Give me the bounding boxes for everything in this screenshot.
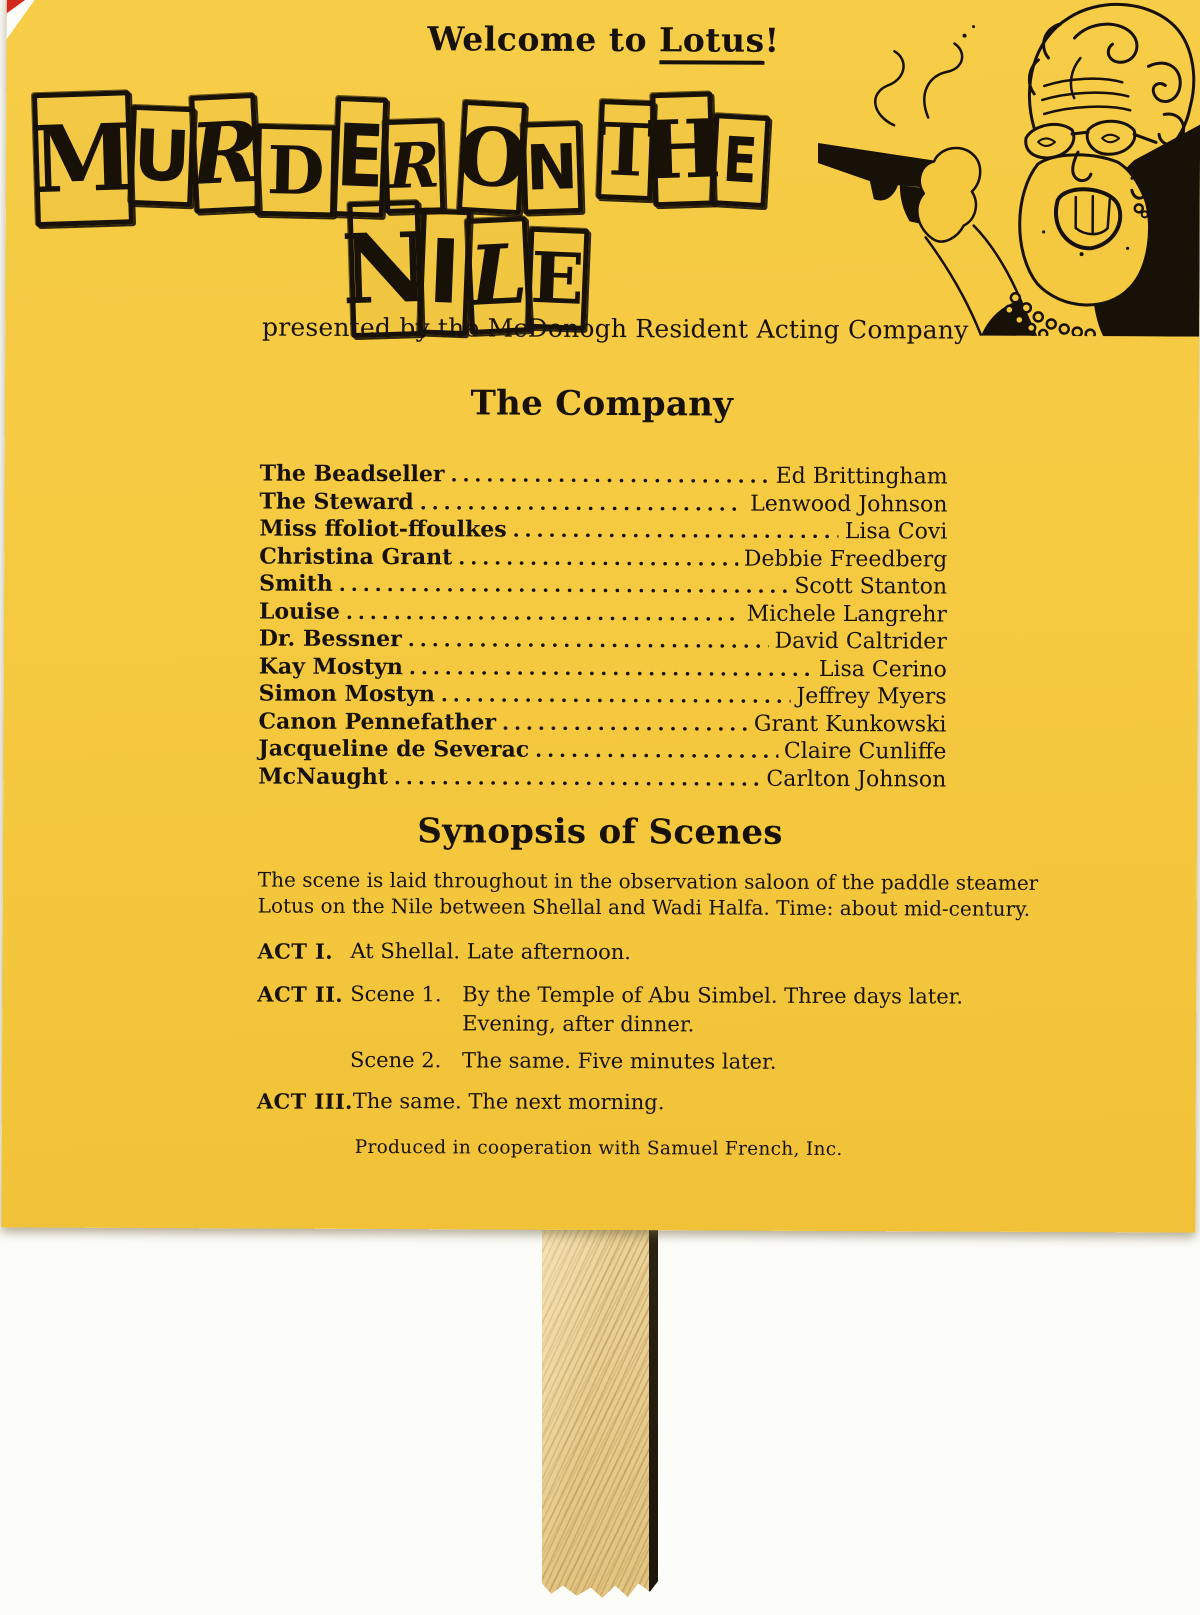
cast-leader-dots	[441, 683, 791, 708]
ransom-letter: D	[266, 131, 326, 211]
act-row	[257, 1087, 997, 1119]
cast-actor: Lisa Covi	[844, 519, 948, 545]
act-description-line: At Shellal. Late afternoon.	[350, 938, 632, 965]
ransom-letter: L	[467, 226, 530, 325]
cast-actor: Claire Cunliffe	[783, 738, 947, 765]
act-description	[462, 980, 997, 1040]
act-label: ACT I.	[257, 938, 334, 964]
acts-list	[257, 937, 998, 1119]
cast-leader-dots	[502, 711, 748, 735]
ransom-letter: U	[131, 113, 192, 199]
synopsis-heading: Synopsis of Scenes	[417, 811, 783, 853]
presented-by-line: presented by the McDonogh Resident Acting Company	[261, 312, 969, 345]
ransom-letter: E	[529, 235, 586, 321]
act-description-line: The same. Five minutes later.	[461, 1048, 777, 1074]
act-description-line: By the Temple of Abu Simbel. Three days later.	[462, 982, 964, 1009]
cast-actor: Carlton Johnson	[766, 766, 947, 793]
cast-leader-dots	[513, 519, 839, 543]
ransom-letter: O	[454, 108, 530, 207]
ransom-letter-box	[521, 121, 584, 215]
ransom-letter-box	[454, 100, 530, 215]
cast-role: Louise	[258, 598, 340, 625]
cast-row	[258, 625, 947, 655]
cast-actor: Debbie Freedberg	[743, 546, 948, 573]
synopsis-setting-line: The scene is laid throughout in the observation saloon of the paddle steamer	[257, 867, 1039, 895]
cast-actor: Ed Brittingham	[775, 463, 948, 490]
ransom-letter-box	[709, 113, 770, 208]
ransom-letter-box	[332, 96, 389, 218]
act-description-line: The same. The next morning.	[352, 1088, 665, 1115]
cast-leader-dots	[535, 739, 778, 763]
ransom-letter-box	[189, 93, 261, 214]
cast-role: Smith	[259, 570, 333, 597]
cast-actor: Scott Stanton	[794, 573, 948, 600]
cast-row	[259, 545, 947, 571]
cast-row	[259, 655, 947, 681]
cast-row	[259, 515, 948, 545]
cast-actor: Michele Langrehr	[746, 601, 948, 628]
program-fan-paper	[1, 0, 1200, 1233]
cast-leader-dots	[409, 656, 813, 681]
cast-row	[258, 680, 947, 710]
ransom-letter: I	[426, 219, 463, 324]
scene-label: Scene 1.	[350, 981, 442, 1007]
act-row	[257, 980, 997, 1041]
act-row	[257, 1046, 997, 1078]
act-description	[353, 1087, 997, 1119]
act-description	[350, 937, 997, 969]
cast-role: Miss ffoliot-ffoulkes	[259, 515, 507, 543]
ransom-letter: E	[334, 106, 386, 208]
producer-credit-line: Produced in cooperation with Samuel French, Inc.	[354, 1136, 843, 1161]
cast-role: Simon Mostyn	[258, 680, 435, 708]
cast-leader-dots	[458, 546, 738, 570]
handle-shadow-edge	[649, 1180, 658, 1598]
cast-role: Kay Mostyn	[258, 653, 403, 680]
welcome-prefix: Welcome to	[427, 19, 660, 60]
ransom-letter: M	[30, 103, 136, 215]
ransom-letter-box	[128, 105, 196, 207]
cast-row	[259, 460, 948, 490]
welcome-suffix: !	[764, 20, 780, 60]
cast-leader-dots	[346, 600, 741, 625]
cast-leader-dots	[450, 463, 769, 487]
cast-actor: Grant Kunkowski	[753, 711, 947, 738]
cast-role: Christina Grant	[259, 543, 453, 570]
ransom-letter: H	[643, 101, 723, 198]
cast-role: The Beadseller	[259, 460, 445, 488]
cast-row	[259, 600, 947, 626]
welcome-lotus-underlined: Lotus	[659, 20, 765, 64]
cast-role: Jacqueline de Severac	[258, 735, 530, 763]
cast-row	[259, 490, 947, 516]
cast-actor: Lenwood Johnson	[750, 491, 948, 518]
cast-leader-dots	[394, 766, 761, 791]
ransom-letter: N	[524, 130, 579, 205]
grinning-woman-with-smoking-gun-illustration	[775, 0, 1200, 337]
ransom-letter: R	[187, 101, 263, 204]
ransom-letter: R	[387, 128, 441, 203]
ransom-letter-box	[643, 91, 723, 207]
act-label: ACT II.	[257, 981, 344, 1007]
cast-leader-dots	[420, 491, 745, 515]
wooden-fan-handle	[542, 1180, 658, 1598]
cast-list	[258, 460, 948, 796]
ransom-letter: E	[721, 122, 759, 198]
cast-leader-dots	[339, 573, 789, 598]
act-description	[462, 1046, 997, 1077]
cast-role: Dr. Bessner	[258, 625, 402, 653]
act-label: ACT III.	[256, 1088, 353, 1114]
cast-row	[258, 735, 947, 765]
cast-actor: David Caltrider	[774, 628, 947, 655]
synopsis-setting	[257, 867, 1039, 922]
cast-role: McNaught	[258, 763, 388, 790]
company-heading: The Company	[470, 383, 734, 425]
cast-role: The Steward	[259, 488, 414, 515]
cast-row	[259, 570, 948, 600]
synopsis-setting-line: Lotus on the Nile between Shellal and Wadi Halfa. Time: about mid-century.	[257, 893, 1031, 921]
cast-actor: Lisa Cerino	[818, 656, 947, 683]
ransom-letter: T	[597, 106, 655, 194]
cast-row	[258, 710, 946, 736]
ransom-letter: N	[339, 210, 432, 327]
ransom-letter-box	[32, 90, 134, 227]
cast-leader-dots	[408, 628, 769, 653]
cast-row	[258, 765, 946, 791]
cast-role: Canon Pennefather	[258, 708, 497, 736]
scene-label: Scene 2.	[349, 1047, 442, 1073]
act-row	[257, 937, 997, 969]
ransom-letter-box	[255, 124, 337, 218]
act-description-line: Evening, after dinner.	[462, 1011, 695, 1037]
cast-actor: Jeffrey Myers	[796, 683, 947, 710]
